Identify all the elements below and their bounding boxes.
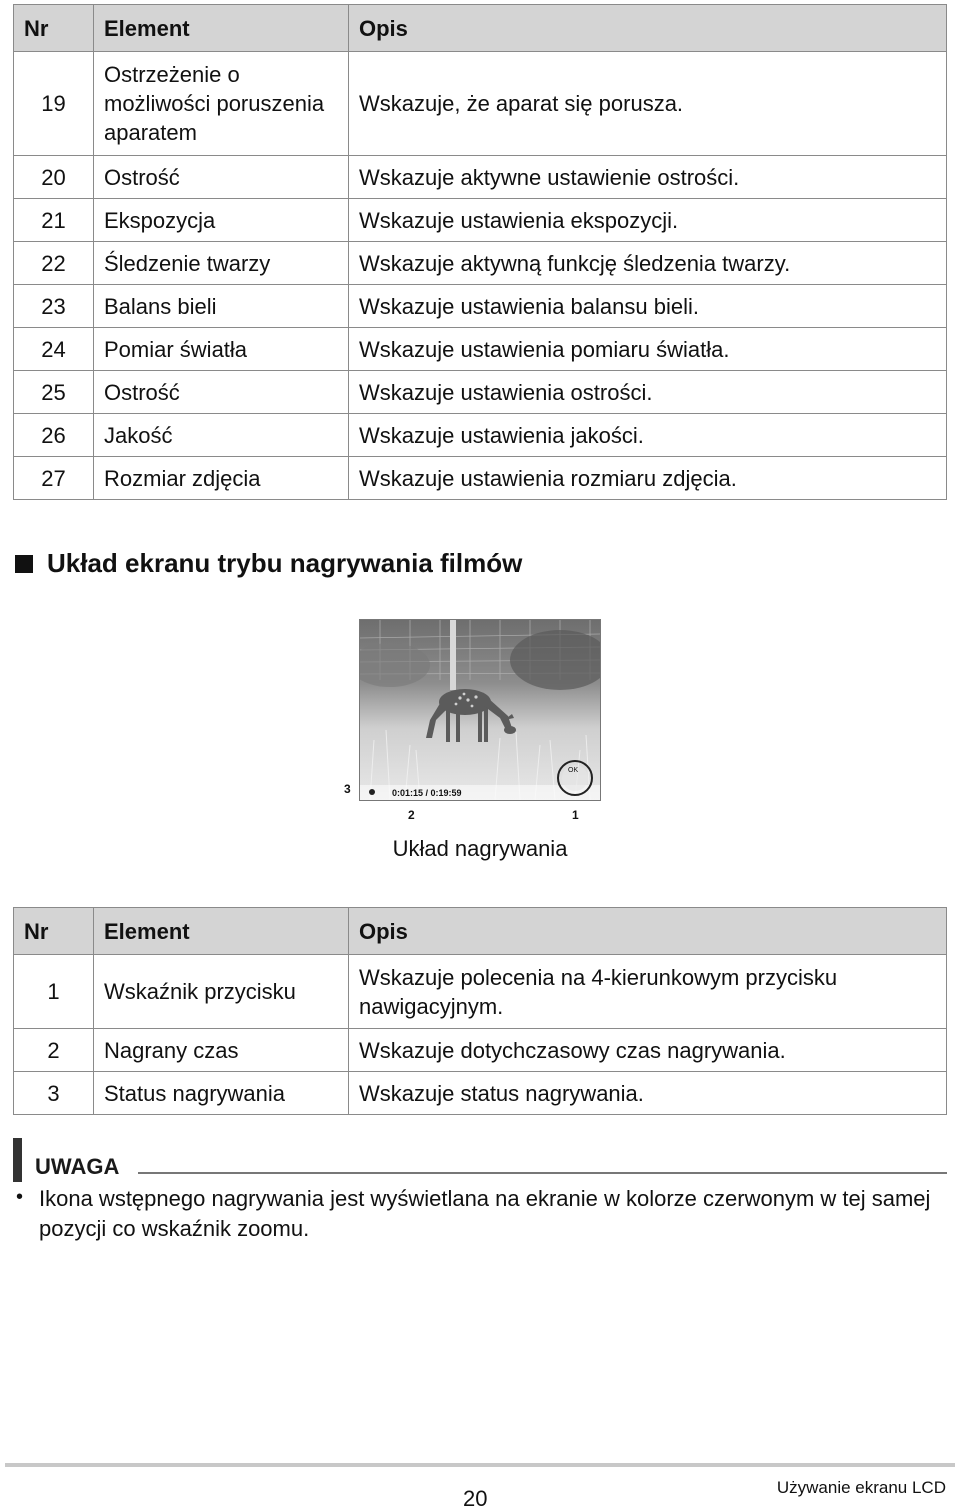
row-nr: 21: [14, 199, 94, 242]
table-header-row: [14, 908, 947, 955]
row-element: Rozmiar zdjęcia: [94, 457, 349, 500]
table-row: [14, 457, 947, 500]
row-element: Ekspozycja: [94, 199, 349, 242]
row-opis: Wskazuje ustawienia ekspozycji.: [349, 199, 947, 242]
row-nr: 20: [14, 156, 94, 199]
row-nr: 19: [14, 52, 94, 156]
header-nr: Nr: [14, 5, 94, 52]
row-element: Balans bieli: [94, 285, 349, 328]
note-accent-bar: [13, 1138, 22, 1182]
row-nr: 26: [14, 414, 94, 457]
table-row: [14, 52, 947, 156]
header-nr: Nr: [14, 908, 94, 955]
row-element: Pomiar światła: [94, 328, 349, 371]
row-nr: 1: [14, 955, 94, 1029]
recording-screen-photo: [359, 619, 601, 801]
table-row: [14, 414, 947, 457]
deer-photo-image: [360, 620, 600, 800]
row-element: Status nagrywania: [94, 1072, 349, 1115]
elements-table-1: [13, 4, 947, 500]
row-nr: 25: [14, 371, 94, 414]
row-element: Ostrzeżenie o możliwości poruszenia aparatem: [94, 52, 349, 156]
row-opis: Wskazuje aktywną funkcję śledzenia twarzy.: [349, 242, 947, 285]
note-title: UWAGA: [35, 1154, 120, 1179]
row-nr: 2: [14, 1029, 94, 1072]
elements-table-2: [13, 907, 947, 1115]
row-opis: Wskazuje ustawienia rozmiaru zdjęcia.: [349, 457, 947, 500]
row-element: Ostrość: [94, 371, 349, 414]
section-heading: [15, 548, 522, 579]
row-element: Jakość: [94, 414, 349, 457]
note-text: Ikona wstępnego nagrywania jest wyświetlana na ekranie w kolorze czerwonym w tej samej pozycji co wskaźnik zoomu.: [39, 1186, 931, 1241]
row-opis: Wskazuje polecenia na 4-kierunkowym przycisku nawigacyjnym.: [349, 955, 947, 1029]
table-row: [14, 328, 947, 371]
footer-divider: [5, 1463, 955, 1467]
row-opis: Wskazuje ustawienia balansu bieli.: [349, 285, 947, 328]
row-nr: 27: [14, 457, 94, 500]
header-opis: Opis: [349, 908, 947, 955]
callout-3: 3: [344, 782, 351, 796]
table-header-row: [14, 5, 947, 52]
table-row: [14, 1029, 947, 1072]
square-bullet-icon: [15, 555, 33, 573]
row-element: Nagrany czas: [94, 1029, 349, 1072]
row-element: Ostrość: [94, 156, 349, 199]
callout-1: 1: [572, 808, 579, 822]
row-element: Śledzenie twarzy: [94, 242, 349, 285]
table-row: [14, 371, 947, 414]
footer-label: Używanie ekranu LCD: [776, 1478, 946, 1497]
row-opis: Wskazuje aktywne ustawienie ostrości.: [349, 156, 947, 199]
row-nr: 3: [14, 1072, 94, 1115]
page-number: 20: [463, 1486, 488, 1511]
figure-caption: Układ nagrywania: [392, 836, 568, 861]
header-element: Element: [94, 5, 349, 52]
callout-2: 2: [408, 808, 415, 822]
table-row: [14, 242, 947, 285]
row-opis: Wskazuje ustawienia ostrości.: [349, 371, 947, 414]
header-element: Element: [94, 908, 349, 955]
table-row: [14, 285, 947, 328]
table-row: [14, 199, 947, 242]
row-opis: Wskazuje dotychczasowy czas nagrywania.: [349, 1029, 947, 1072]
note-divider: [138, 1172, 947, 1174]
row-nr: 22: [14, 242, 94, 285]
row-opis: Wskazuje ustawienia pomiaru światła.: [349, 328, 947, 371]
note-bullet: •: [16, 1186, 24, 1208]
row-nr: 23: [14, 285, 94, 328]
row-element: Wskaźnik przycisku: [94, 955, 349, 1029]
row-opis: Wskazuje status nagrywania.: [349, 1072, 947, 1115]
row-opis: Wskazuje ustawienia jakości.: [349, 414, 947, 457]
svg-text:OK: OK: [568, 767, 579, 774]
section-heading-text: Układ ekranu trybu nagrywania filmów: [47, 548, 523, 578]
table-row: [14, 955, 947, 1029]
header-opis: Opis: [349, 5, 947, 52]
table-row: [14, 156, 947, 199]
table-row: [14, 1072, 947, 1115]
recording-time-overlay: 0:01:15 / 0:19:59: [392, 788, 462, 798]
row-opis: Wskazuje, że aparat się porusza.: [349, 52, 947, 156]
row-nr: 24: [14, 328, 94, 371]
